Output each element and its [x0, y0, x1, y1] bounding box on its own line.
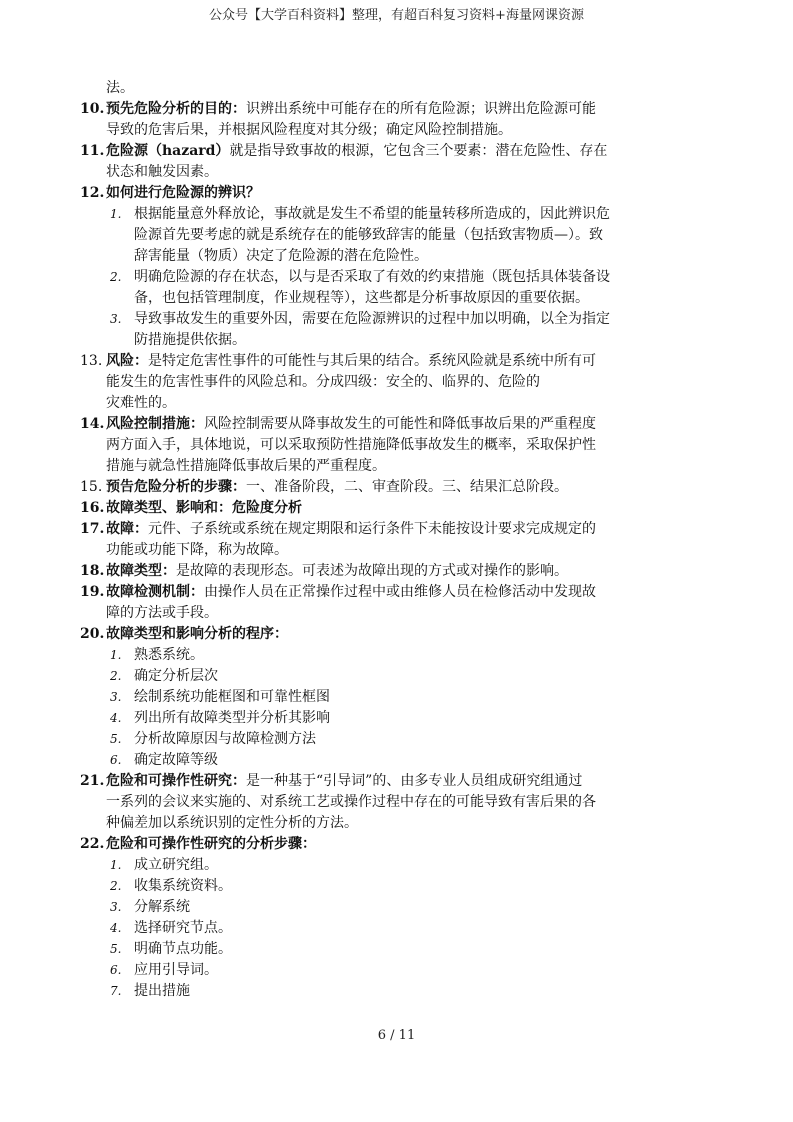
item-text-continued: 种偏差加以系统识别的定性分析的方法。 [106, 815, 358, 831]
subitem-line: 提出措施 [134, 983, 190, 999]
subitem-line: 确定故障等级 [134, 752, 218, 768]
item-number: 10. [80, 101, 105, 117]
item-text: 由操作人员在正常操作过程中或由维修人员在检修活动中发现故 [204, 584, 596, 600]
item-21 [80, 771, 680, 834]
item-12 [80, 183, 680, 204]
subitem-line: 确定分析层次 [134, 668, 218, 684]
subitem-line: 成立研究组。 [134, 857, 218, 873]
item-18 [80, 561, 680, 582]
subitem-number: 3. [110, 690, 122, 704]
subitem-12-1 [80, 204, 680, 267]
item-text: 元件、子系统或系统在规定期限和运行条件下未能按设计要求完成规定的 [148, 521, 596, 537]
item-16 [80, 498, 680, 519]
item-13 [80, 351, 680, 414]
subitem-20-4 [80, 708, 680, 729]
item-number: 22. [80, 836, 105, 852]
item-number: 12. [80, 185, 105, 201]
subitem-line: 选择研究节点。 [134, 920, 232, 936]
item-number: 16. [80, 500, 105, 516]
item-number: 17. [80, 521, 105, 537]
subitem-line: 绘制系统功能框图和可靠性框图 [134, 689, 330, 705]
item-number: 20. [80, 626, 105, 642]
item-title: 如何进行危险源的辨识？ [106, 185, 260, 201]
item-title: 风险控制措施： [106, 416, 204, 432]
item-text: 风险控制需要从降事故发生的可能性和降低事故后果的严重程度 [204, 416, 596, 432]
subitem-20-1 [80, 645, 680, 666]
page-number: 6 / 11 [377, 1028, 416, 1043]
subitem-20-6 [80, 750, 680, 771]
item-title: 危险源（hazard） [106, 143, 230, 159]
item-14 [80, 414, 680, 477]
subitem-12-3 [80, 309, 680, 351]
subitem-number: 7. [110, 984, 122, 998]
item-15 [80, 477, 680, 498]
subitem-20-5 [80, 729, 680, 750]
subitem-number: 1. [110, 858, 122, 872]
item-number: 11. [80, 143, 105, 159]
subitem-number: 2. [110, 270, 122, 284]
subitem-line: 收集系统资料。 [134, 878, 232, 894]
previous-paragraph-tail: 法。 [106, 80, 134, 96]
item-text: 是故障的表现形态。可表述为故障出现的方式或对操作的影响。 [176, 563, 568, 579]
subitem-22-2 [80, 876, 680, 897]
subitem-20-2 [80, 666, 680, 687]
item-title: 危险和可操作性研究： [106, 773, 246, 789]
item-17 [80, 519, 680, 561]
subitem-line: 防措施提供依据。 [134, 332, 246, 348]
subitem-22-4 [80, 918, 680, 939]
item-number: 21. [80, 773, 105, 789]
item-text: 是一种基于“引导词”的、由多专业人员组成研究组通过 [246, 773, 583, 789]
item-title: 危险和可操作性研究的分析步骤： [106, 836, 316, 852]
subitem-22-3 [80, 897, 680, 918]
item-title: 故障类型： [106, 563, 176, 579]
item-10 [80, 99, 680, 141]
item-text-continued: 能发生的危害性事件的风险总和。分成四级：安全的、临界的、危险的 [106, 374, 540, 390]
document-body [80, 78, 680, 1002]
subitem-22-7 [80, 981, 680, 1002]
subitem-line: 导致事故发生的重要外因，需要在危险源辨识的过程中加以明确，以全为指定 [134, 311, 610, 327]
item-text-continued: 功能或功能下降，称为故障。 [106, 542, 288, 558]
subitem-line: 明确节点功能。 [134, 941, 232, 957]
subitem-number: 2. [110, 879, 122, 893]
item-11 [80, 141, 680, 183]
subitem-number: 5. [110, 942, 122, 956]
subitem-number: 6. [110, 963, 122, 977]
subitem-22-6 [80, 960, 680, 981]
item-number: 13. [80, 353, 103, 369]
item-title: 故障类型、影响和：危险度分析 [106, 500, 302, 516]
item-title: 故障类型和影响分析的程序： [106, 626, 288, 642]
item-text-continued: 障的方法或手段。 [106, 605, 218, 621]
subitem-number: 3. [110, 312, 122, 326]
subitem-22-5 [80, 939, 680, 960]
subitem-line: 分析故障原因与故障检测方法 [134, 731, 316, 747]
subitem-number: 3. [110, 900, 122, 914]
item-title: 故障： [106, 521, 148, 537]
subitem-number: 4. [110, 711, 122, 725]
item-text: 就是指导致事故的根源，它包含三个要素：潜在危险性、存在 [229, 143, 608, 159]
item-text: 一、准备阶段，二、审查阶段。三、结果汇总阶段。 [246, 479, 568, 495]
subitem-number: 6. [110, 753, 122, 767]
subitem-12-2 [80, 267, 680, 309]
subitem-22-1 [80, 855, 680, 876]
item-number: 14. [80, 416, 105, 432]
item-title: 预先危险分析的目的： [106, 101, 246, 117]
item-text-continued: 状态和触发因素。 [106, 164, 218, 180]
subitem-line: 列出所有故障类型并分析其影响 [134, 710, 330, 726]
subitem-20-3 [80, 687, 680, 708]
subitem-line: 备，也包括管理制度，作业规程等），这些都是分析事故原因的重要依据。 [134, 290, 589, 306]
subitem-line: 根据能量意外释放论，事故就是发生不希望的能量转移所造成的，因此辨识危 [134, 206, 610, 222]
subitem-line: 应用引导词。 [134, 962, 218, 978]
item-text-continued: 一系列的会议来实施的、对系统工艺或操作过程中存在的可能导致有害后果的各 [106, 794, 596, 810]
subitem-line: 熟悉系统。 [134, 647, 204, 663]
item-text: 是特定危害性事件的可能性与其后果的结合。系统风险就是系统中所有可 [148, 353, 596, 369]
subitem-line: 险源首先要考虑的就是系统存在的能够致辞害的能量（包括致害物质—）。致 [134, 227, 603, 243]
item-number: 18. [80, 563, 105, 579]
item-22 [80, 834, 680, 855]
item-19 [80, 582, 680, 624]
item-20 [80, 624, 680, 645]
subitem-number: 1. [110, 207, 122, 221]
subitem-line: 分解系统 [134, 899, 190, 915]
item-title: 故障检测机制： [106, 584, 204, 600]
subitem-number: 5. [110, 732, 122, 746]
subitem-line: 辞害能量（物质）决定了危险源的潜在危险性。 [134, 248, 428, 264]
item-text: 识辨出系统中可能存在的所有危险源；识辨出危险源可能 [246, 101, 596, 117]
subitem-number: 2. [110, 669, 122, 683]
item-text-continued: 导致的危害后果，并根据风险程度对其分级；确定风险控制措施。 [106, 122, 512, 138]
subitem-number: 1. [110, 648, 122, 662]
item-number: 15. [80, 479, 103, 495]
item-number: 19. [80, 584, 105, 600]
item-text-continued: 措施与就急性措施降低事故后果的严重程度。 [106, 458, 386, 474]
subitem-number: 4. [110, 921, 122, 935]
item-title: 风险： [106, 353, 148, 369]
item-text-continued: 两方面入手，具体地说，可以采取预防性措施降低事故发生的概率，采取保护性 [106, 437, 596, 453]
item-text-continued: 灾难性的。 [106, 395, 176, 411]
subitem-line: 明确危险源的存在状态，以与是否采取了有效的约束措施（既包括具体装备设 [134, 269, 610, 285]
item-title: 预告危险分析的步骤： [106, 479, 246, 495]
page-header: 公众号【大学百科资料】整理，有超百科复习资料+海量网课资源 [209, 8, 584, 23]
